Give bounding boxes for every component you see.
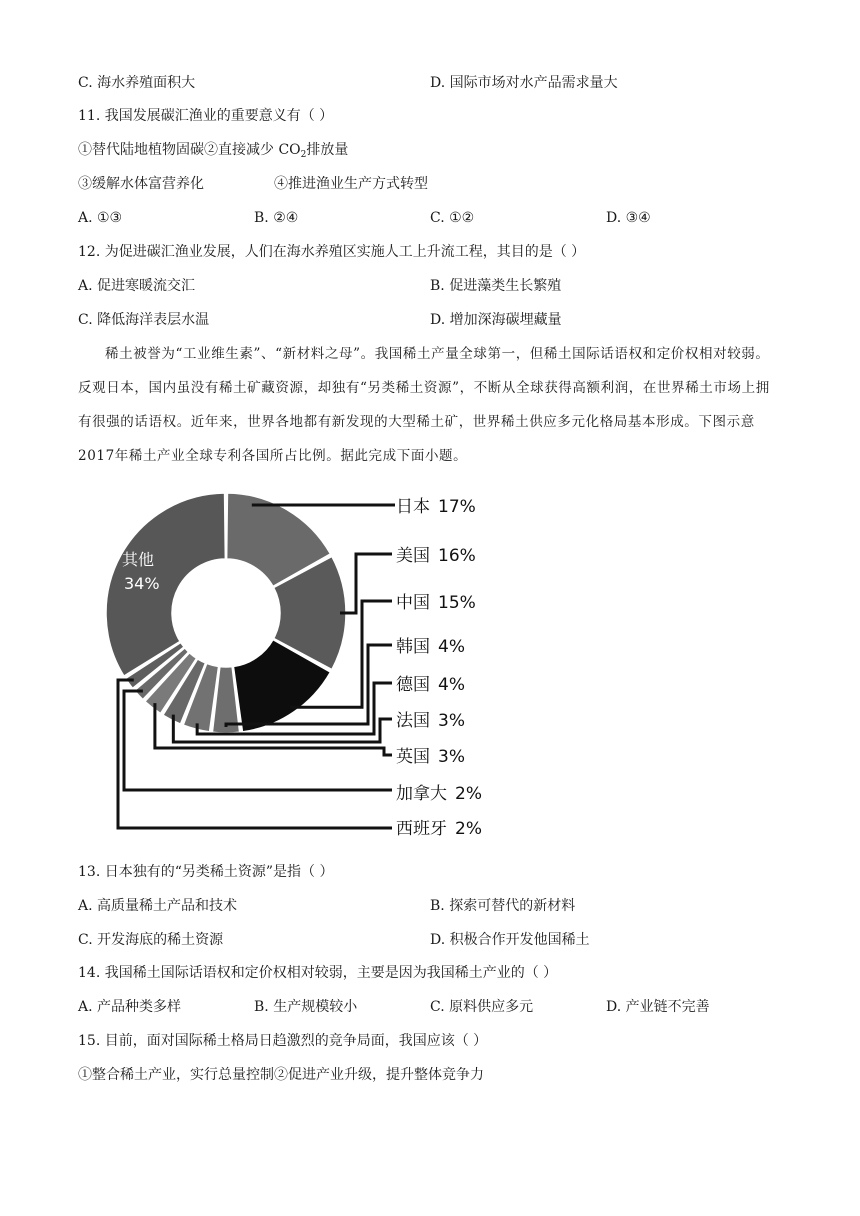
label-uk: 英国 3% [396, 747, 465, 767]
q14-option-b: B. 生产规模较小 [254, 999, 358, 1015]
q13-option-a: A. 高质量稀土产品和技术 [78, 898, 238, 914]
q11-option-d: D. ③④ [606, 210, 651, 226]
q11-statement-1: ①替代陆地植物固碳②直接减少 $CO_2$排放量 [78, 142, 349, 160]
q10-option-c: C. 海水养殖面积大 [78, 75, 196, 91]
q12-option-c: C. 降低海洋表层水温 [78, 312, 210, 328]
q12-option-b: B. 促进藻类生长繁殖 [430, 278, 562, 294]
leader-line-usa [340, 554, 392, 613]
q11-option-c: C. ①② [430, 210, 475, 226]
q13-option-c: C. 开发海底的稀土资源 [78, 932, 224, 948]
q13-option-b: B. 探索可替代的新材料 [430, 898, 576, 914]
label-spain: 西班牙 2% [396, 819, 482, 839]
q14-option-a: A. 产品种类多样 [78, 999, 182, 1015]
q11-statement-3: ③缓解水体富营养化 [78, 176, 204, 192]
label-other-value: 34% [124, 574, 160, 593]
q14-stem: 14. 我国稀土国际话语权和定价权相对较弱，主要是因为我国稀土产业的（ ） [78, 965, 558, 981]
q14-option-c: C. 原料供应多元 [430, 999, 534, 1015]
label-canada: 加拿大 2% [396, 784, 482, 804]
label-usa: 美国 16% [396, 546, 476, 566]
q12-option-a: A. 促进寒暖流交汇 [78, 278, 196, 294]
label-other: 其他 [122, 550, 155, 569]
q11-stem: 11. 我国发展碳汇渔业的重要意义有（ ） [78, 108, 334, 124]
q14-option-d: D. 产业链不完善 [606, 999, 710, 1015]
q12-option-d: D. 增加深海碳埋藏量 [430, 312, 562, 328]
label-china: 中国 15% [396, 593, 476, 613]
q13-stem: 13. 日本独有的“另类稀土资源”是指（ ） [78, 864, 334, 880]
q15-statement-1: ①整合稀土产业，实行总量控制②促进产业升级，提升整体竞争力 [78, 1067, 484, 1083]
q11-option-b: B. ②④ [254, 210, 299, 226]
label-japan: 日本 17% [396, 497, 476, 517]
q13-option-d: D. 积极合作开发他国稀土 [430, 932, 590, 948]
label-germany: 德国 4% [396, 675, 465, 695]
q10-option-d: D. 国际市场对水产品需求量大 [430, 75, 618, 91]
label-france: 法国 3% [396, 711, 465, 731]
q12-stem: 12. 为促进碳汇渔业发展，人们在海水养殖区实施人工上升流工程，其目的是（ ） [78, 244, 586, 260]
label-korea: 韩国 4% [396, 637, 465, 657]
q11-statement-4: ④推进渔业生产方式转型 [274, 176, 428, 192]
q11-option-a: A. ①③ [78, 210, 123, 226]
rare-earth-patent-donut-chart [0, 470, 860, 850]
passage-text: 稀土被誉为“工业维生素”、“新材料之母”。我国稀土产量全球第一，但稀土国际话语权和定价权相对较弱。反观日本，国内虽没有稀土矿藏资源，却独有“另类稀土资源”，不断从全球获得高额利润，在世界稀土市场上拥有很强的话语权。近年来，世界各地都有新发现的大型稀土矿，世界稀土供应多元化格局基本形成。下图示意2017年稀土产业全球专利各国所占比例。据此完成下面小题。 [78, 346, 770, 464]
q15-stem: 15. 目前，面对国际稀土格局日趋激烈的竞争局面，我国应该（ ） [78, 1033, 488, 1049]
